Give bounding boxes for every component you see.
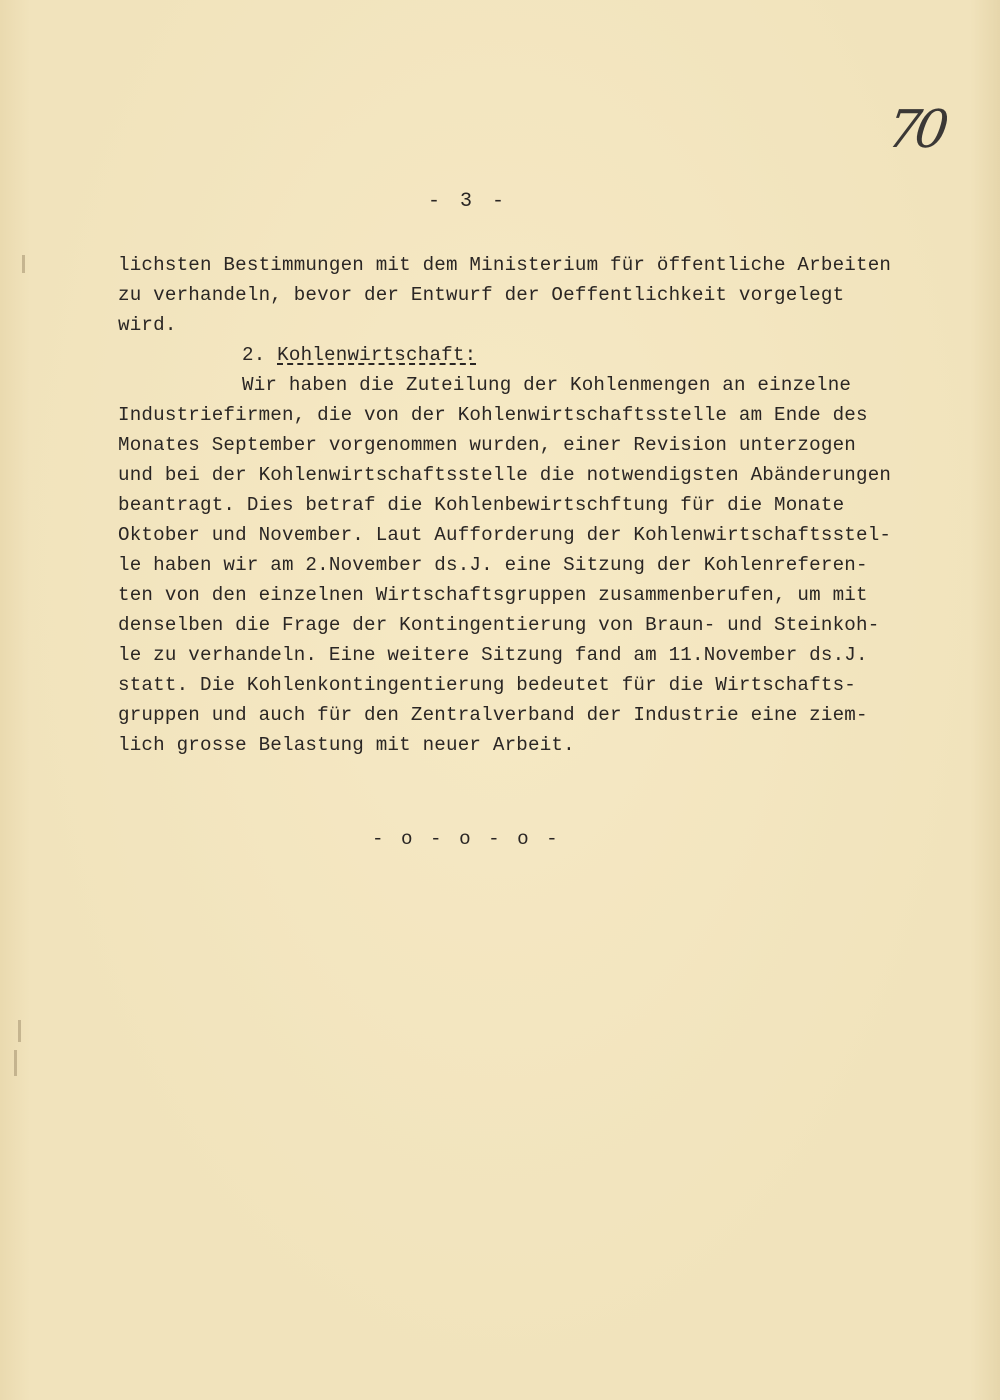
text-line: und bei der Kohlenwirtschaftsstelle die notwendigsten Abänderungen — [118, 464, 892, 486]
text-line: wird. — [118, 314, 177, 336]
text-line: zu verhandeln, bevor der Entwurf der Oeffentlichkeit vorgelegt — [118, 284, 845, 306]
text-line: gruppen und auch für den Zentralverband der Industrie eine ziem- — [118, 704, 868, 726]
handwritten-folio-number: 70 — [883, 100, 947, 160]
text-line: ten von den einzelnen Wirtschaftsgruppen zusammenberufen, um mit — [118, 584, 868, 606]
section-heading — [118, 340, 948, 370]
text-line: le haben wir am 2.November ds.J. eine Sitzung der Kohlenreferen- — [118, 554, 868, 576]
section-title: Kohlenwirtschaft: — [277, 344, 477, 366]
section-number: 2. — [242, 344, 266, 366]
text-line: Monates September vorgenommen wurden, einer Revision unterzogen — [118, 434, 857, 456]
end-separator: - o - o - o - — [372, 828, 561, 850]
punch-mark — [18, 1020, 21, 1042]
text-line: Industriefirmen, die von der Kohlenwirtschaftsstelle am Ende des — [118, 404, 868, 426]
text-line: Wir haben die Zuteilung der Kohlenmengen an einzelne — [242, 374, 852, 396]
text-line: denselben die Frage der Kontingentierung von Braun- und Steinkoh- — [118, 614, 880, 636]
body-text — [118, 250, 948, 760]
punch-mark — [14, 1050, 17, 1076]
text-line: le zu verhandeln. Eine weitere Sitzung fand am 11.November ds.J. — [118, 644, 868, 666]
text-line: Oktober und November. Laut Aufforderung der Kohlenwirtschaftsstel- — [118, 524, 892, 546]
text-line: lichsten Bestimmungen mit dem Ministerium für öffentliche Arbeiten — [118, 254, 892, 276]
text-line: beantragt. Dies betraf die Kohlenbewirtschftung für die Monate — [118, 494, 845, 516]
text-line: lich grosse Belastung mit neuer Arbeit. — [118, 734, 575, 756]
punch-mark — [22, 255, 25, 273]
text-line: statt. Die Kohlenkontingentierung bedeutet für die Wirtschafts- — [118, 674, 857, 696]
page-number: - 3 - — [428, 190, 509, 213]
